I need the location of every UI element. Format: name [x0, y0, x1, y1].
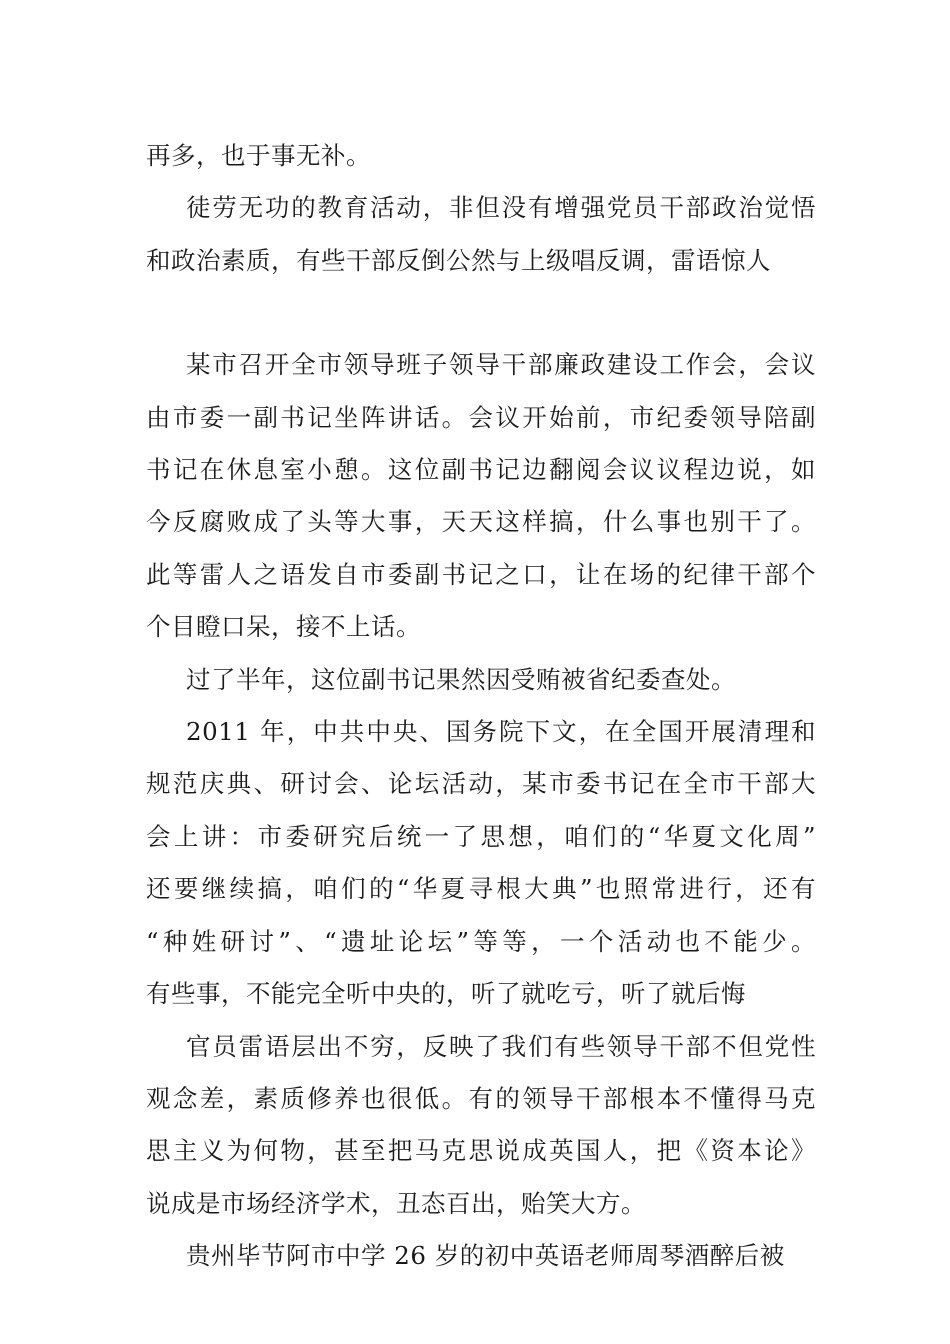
text-line: 官员雷语层出不穷，反映了我们有些领导干部不但党性	[186, 1031, 816, 1061]
paragraph	[146, 654, 816, 706]
text-line: 此等雷人之语发自市委副书记之口，让在场的纪律干部个	[146, 559, 816, 589]
text-line: 会上讲：市委研究后统一了思想，咱们的“华夏文化周”	[146, 821, 816, 851]
text-line: 某市召开全市领导班子领导干部廉政建设工作会，会议	[186, 350, 816, 380]
paragraph-gap	[146, 287, 816, 339]
body-text	[146, 130, 816, 1283]
text-line: 有些事，不能完全听中央的，听了就吃亏，听了就后悔	[146, 979, 746, 1009]
text-line: 个目瞪口呆，接不上话。	[146, 612, 421, 642]
paragraph	[146, 182, 816, 287]
text-line: 过了半年，这位副书记果然因受贿被省纪委查处。	[186, 664, 736, 694]
text-line: 徒劳无功的教育活动，非但没有增强党员干部政治觉悟	[186, 193, 816, 223]
paragraph	[146, 130, 816, 182]
text-line: 观念差，素质修养也很低。有的领导干部根本不懂得马克	[146, 1083, 816, 1113]
paragraph	[146, 339, 816, 653]
text-line: “种姓研讨”、“遗址论坛”等等，一个活动也不能少。	[146, 926, 816, 956]
text-line: 再多，也于事无补。	[146, 141, 371, 170]
paragraph	[146, 1021, 816, 1231]
text-line: 思主义为何物，甚至把马克思说成英国人，把《资本论》	[146, 1136, 816, 1166]
paragraph	[146, 1230, 816, 1282]
text-line: 还要继续搞，咱们的“华夏寻根大典”也照常进行，还有	[146, 874, 816, 904]
text-line: 今反腐败成了头等大事，天天这样搞，什么事也别干了。	[146, 507, 816, 537]
text-line: 说成是市场经济学术，丑态百出，贻笑大方。	[146, 1188, 646, 1218]
text-line: 2011 年，中共中央、国务院下文，在全国开展清理和	[186, 717, 816, 747]
text-line: 和政治素质，有些干部反倒公然与上级唱反调，雷语惊人	[146, 245, 771, 275]
text-line: 规范庆典、研讨会、论坛活动，某市委书记在全市干部大	[146, 769, 816, 799]
text-line: 由市委一副书记坐阵讲话。会议开始前，市纪委领导陪副	[146, 402, 816, 432]
paragraph	[146, 706, 816, 1020]
text-line: 书记在休息室小憩。这位副书记边翻阅会议议程边说，如	[146, 455, 816, 485]
text-line: 贵州毕节阿市中学 26 岁的初中英语老师周琴酒醉后被	[186, 1241, 785, 1271]
